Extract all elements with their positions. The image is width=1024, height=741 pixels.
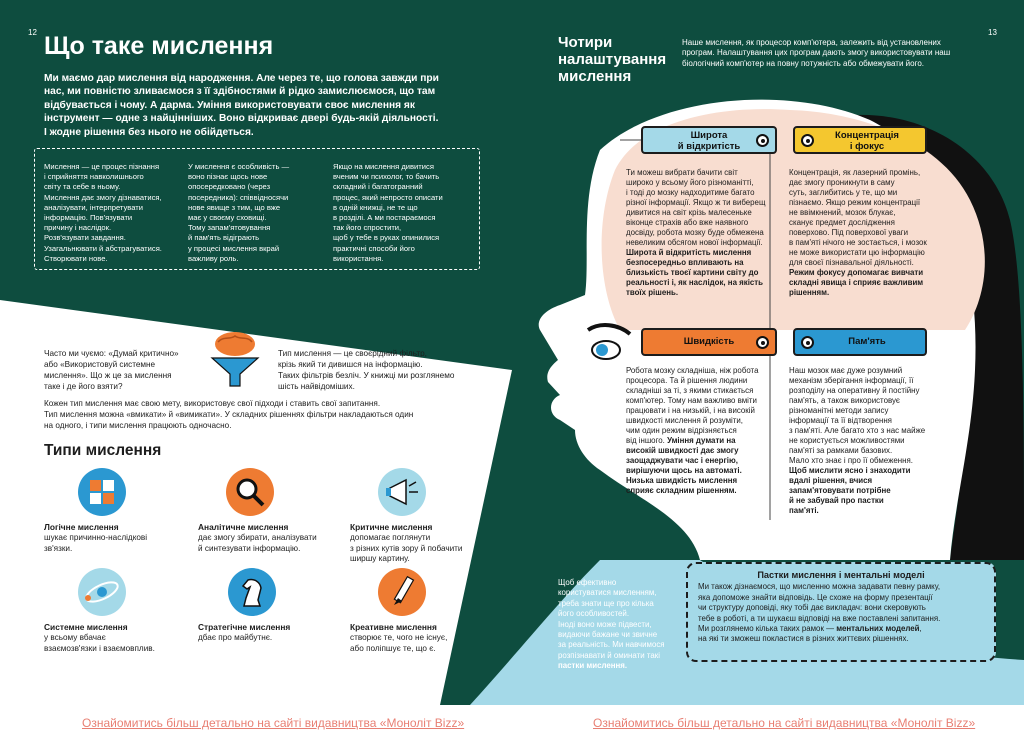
- type-desc: допомагає поглянути: [350, 533, 431, 542]
- para-line: Тип мислення можна «вмикати» й «вимикати». У складних рішеннях фільтри накладаються один: [44, 410, 414, 419]
- magnifier-icon: [226, 468, 274, 516]
- para-line: Кожен тип мислення має свою мету, використовує свої підходи і ставить свої запитання.: [44, 399, 381, 408]
- filter-text: [278, 348, 498, 392]
- page-number-right: 13: [988, 28, 997, 37]
- mode-line: для своєї пізнавальної діяльності.: [789, 258, 914, 267]
- mode-line: дає змогу проникнути в саму: [789, 178, 895, 187]
- col-line: причину і наслідок.: [44, 223, 112, 233]
- page-title-right: [558, 34, 666, 85]
- mode-line: пізнаємо. Якщо режим концентрації: [789, 198, 921, 207]
- traps-box-title: Пастки мислення і ментальні моделі: [757, 570, 925, 580]
- type-desc: створює те, чого не існує,: [350, 633, 448, 642]
- q-line: таке і де його взяти?: [44, 382, 123, 391]
- intro-line: програм. Налаштування цих програм дають змогу використовувати наш: [682, 48, 951, 58]
- intro-line: Наше мислення, як процесор комп'ютера, залежить від установлених: [682, 38, 941, 47]
- mode-focus-label: [793, 126, 927, 154]
- q-line: мислення». Що ж це за мислення: [44, 371, 172, 380]
- col-line: опосередковано (через: [188, 182, 271, 192]
- mode-line-bold: твоїх рішень.: [626, 288, 679, 297]
- traps-box-line: яка допоможе знайти відповідь. Це схоже на форму презентації: [698, 592, 933, 602]
- mode-line-bold: Режим фокусу допомагає вивчати: [789, 268, 924, 277]
- mode-line: широко у всьому його різноманітті,: [626, 178, 754, 187]
- type-desc: шукає причинно-наслідкові: [44, 533, 148, 542]
- traps-line: за реальність. Ми навчимося: [558, 640, 665, 650]
- traps-box-line: чи структуру доповіді, яку тобі дає викладач: вони скеровують: [698, 603, 926, 613]
- col-line: й пам'ять відіграють: [188, 233, 260, 243]
- mode-line-bold: безпосередньо впливають на: [626, 258, 744, 267]
- traps-box-line-mixed: Ми розглянемо кілька таких рамок — ментальних моделей,: [698, 624, 922, 634]
- mode-label-line: Концентрація: [835, 130, 899, 141]
- intro-paragraph: [44, 72, 474, 139]
- info-column-2: [188, 162, 326, 264]
- mode-line-bold: Уміння думати на: [667, 436, 736, 445]
- mode-line: працювати і на низькій, і на високій: [626, 406, 755, 415]
- mode-line-bold: рішенням.: [789, 288, 830, 297]
- mode-label-line: Швидкість: [683, 336, 735, 347]
- filter-line: шість найвідоміших.: [278, 382, 355, 391]
- mode-line: досвіду, робота мозку буде обмежена: [626, 228, 764, 237]
- traps-box-line: Ми розглянемо кілька таких рамок —: [698, 624, 834, 634]
- mode-line: чим один режим відрізняється: [626, 426, 737, 435]
- traps-box-line: Ми також дізнаємося, що мисленню можна задавати певну рамку,: [698, 582, 941, 592]
- mode-line: механізм зберігання інформації, її: [789, 376, 914, 385]
- q-line: Часто ми чуємо: «Думай критично»: [44, 349, 179, 358]
- traps-line: видаючи бажане чи звичне: [558, 630, 658, 640]
- mode-line: в пам'яті нічого не зостається, і мозок: [789, 238, 927, 247]
- mode-line: не може використати цю інформацію: [789, 248, 925, 257]
- col-line: воно пізнає щось нове: [188, 172, 268, 182]
- traps-intro: [558, 578, 686, 672]
- intro-line: І жодне рішення без нього не обійдеться.: [44, 126, 254, 138]
- type-critical: [350, 522, 500, 565]
- mode-line: пам'яті за рамками базових.: [789, 446, 893, 455]
- type-desc: й синтезувати інформацію.: [198, 543, 301, 553]
- type-desc: у всьому вбачає: [44, 633, 106, 642]
- mode-line: складніші за ті, з якими стикається: [626, 386, 754, 395]
- publisher-link-left[interactable]: Ознайомитись більш детально на сайті видавництва «Моноліт Bizz»: [82, 716, 465, 730]
- mode-line: не користується можливостями: [789, 436, 905, 445]
- type-systemic: [44, 622, 194, 654]
- mode-line-bold: близькість твоєї картини світу до: [626, 268, 759, 277]
- mode-line-bold: вирішуючи щось на автоматі.: [626, 466, 742, 475]
- mode-line-bold: й не забувай про пастки: [789, 496, 884, 505]
- info-column-1: [44, 162, 182, 264]
- mode-line: Наш мозок має дуже розумний: [789, 366, 903, 375]
- target-icon: [756, 336, 769, 349]
- mode-line-bold: Широта й відкритість мислення: [626, 248, 752, 257]
- types-paragraph: [44, 398, 484, 431]
- chess-knight-icon: [228, 568, 276, 616]
- col-line: використання.: [333, 253, 384, 263]
- traps-line: Щоб ефективно: [558, 578, 617, 587]
- traps-box-bold: ментальних моделей: [836, 624, 920, 634]
- col-line: Узагальнювати й абстрагуватися.: [44, 243, 162, 253]
- type-title: Аналітичне мислення: [198, 522, 289, 532]
- mode-line: дивитися на світ крізь малесеньке: [626, 208, 752, 217]
- mode-label-line: Пам'ять: [848, 336, 886, 347]
- col-line: у процесі мислення вкрай: [188, 243, 280, 253]
- col-line: аналізувати, інтерпретувати: [44, 202, 144, 212]
- intro-line: відбувається і чому. А дарма. Уміння використовувати своє мислення як: [44, 99, 415, 111]
- target-icon: [756, 134, 769, 147]
- mode-label-line: і фокус: [849, 141, 885, 152]
- type-logical: [44, 522, 194, 554]
- critical-question-text: [44, 348, 204, 392]
- megaphone-icon: [378, 468, 426, 516]
- mode-line: і тоді до мозку надходитиме багато: [626, 188, 755, 197]
- col-line: в розділі. А ми постараємося: [333, 213, 436, 223]
- mode-line-bold: запам'ятовувати потрібне: [789, 486, 891, 495]
- mode-line-bold: вдалі рішення, вчися: [789, 476, 873, 485]
- col-line: посередника): співвідносячи: [188, 192, 289, 202]
- traps-box-line: тебе в роботі, а ти шукаєш відповіді на вже поставлені запитання.: [698, 613, 941, 623]
- col-line: і сприйняття навколишнього: [44, 172, 144, 182]
- traps-line: розпізнавати й оминати такі: [558, 650, 660, 660]
- traps-box-line: на які ти зможеш покластися в різних життєвих рішеннях.: [698, 634, 909, 644]
- col-line: У мислення є особливість —: [188, 162, 290, 171]
- type-creative: [350, 622, 500, 654]
- type-title: Стратегічне мислення: [198, 622, 291, 632]
- mode-line-bold: сприяє складним рішенням.: [626, 486, 737, 495]
- col-line: Тому запам'ятовування: [188, 223, 271, 233]
- mode-line: віконце страхів або вже наявного: [626, 218, 749, 227]
- puzzle-icon: [78, 468, 126, 516]
- para-line: на одного, і типи мислення працюють одночасно.: [44, 421, 232, 430]
- mode-line: розподілу на оперативну й постійну: [789, 386, 920, 395]
- intro-line: інструмент — одне з найцінніших. Воно відкриває двері будь-якій діяльності.: [44, 113, 439, 125]
- mode-line: поверхово. Під поверхової уваги: [789, 228, 909, 237]
- mode-line-bold: Низька швидкість мислення: [626, 476, 738, 485]
- col-line: щоб у тебе в руках опинилися: [333, 233, 440, 243]
- mode-line-bold: Щоб мислити ясно і знаходити: [789, 466, 911, 475]
- intro-line: нас, ми повністю зливаємося з її здібностями й рідко замислюємося, що там: [44, 86, 436, 98]
- traps-box: [686, 562, 996, 662]
- type-desc: дає змогу збирати, аналізувати: [198, 533, 317, 542]
- col-line: Мислення — це процес пізнання: [44, 162, 160, 171]
- traps-line: його особливостей.: [558, 609, 630, 619]
- filter-line: крізь який ти дивишся на інформацію.: [278, 360, 423, 369]
- mode-line: інформації та її відтворення: [789, 416, 892, 425]
- publisher-link-right[interactable]: Ознайомитись більш детально на сайті видавництва «Моноліт Bizz»: [593, 716, 976, 730]
- info-column-3: [333, 162, 475, 264]
- mode-label-line: й відкритість: [677, 141, 741, 152]
- mode-line: Концентрація, як лазерний промінь,: [789, 168, 921, 177]
- mode-label-line: Широта: [690, 130, 728, 141]
- orbit-icon: [78, 568, 126, 616]
- types-heading: Типи мислення: [44, 442, 162, 459]
- col-line: Створювати нове.: [44, 253, 108, 263]
- type-title: Системне мислення: [44, 622, 128, 632]
- q-line: або «Використовуй системне: [44, 360, 156, 369]
- col-line: Мислення дає змогу дізнаватися,: [44, 192, 162, 202]
- mode-speed-label: [641, 328, 777, 356]
- mode-line-bold: складні явища і сприяє важливим: [789, 278, 924, 287]
- type-strategic: [198, 622, 348, 644]
- traps-line: треба знати ще про кілька: [558, 598, 654, 608]
- target-icon: [801, 336, 814, 349]
- mode-line: швидкості мислення й розуміти,: [626, 416, 743, 425]
- mode-line: від іншого.: [626, 436, 665, 445]
- type-analytical: [198, 522, 348, 554]
- mode-line: різної інформації. Якщо ж ти виберещ: [626, 198, 766, 207]
- mode-line-bold: реальності і, як наслідок, на якість: [626, 278, 764, 287]
- type-desc: зв'язки.: [44, 543, 73, 553]
- mode-line-bold: заощаджувати час і енергію,: [626, 456, 738, 465]
- title-line: налаштування: [558, 51, 667, 68]
- col-line: так його спростити,: [333, 223, 402, 233]
- mode-line: сканує предмет дослідження: [789, 218, 895, 227]
- type-title: Логічне мислення: [44, 522, 119, 532]
- type-title: Креативне мислення: [350, 622, 437, 632]
- right-intro: [682, 38, 982, 69]
- col-line: практичні способи його: [333, 243, 415, 253]
- brain-funnel-icon: [208, 330, 262, 388]
- type-title: Критичне мислення: [350, 522, 433, 532]
- col-line: Розв'язувати завдання.: [44, 233, 126, 243]
- mode-breadth-label: [641, 126, 777, 154]
- page-title-left: Що таке мислення: [44, 32, 274, 60]
- title-line: Чотири: [558, 34, 613, 51]
- intro-line: Ми маємо дар мислення від народження. Але через те, що голова завжди при: [44, 73, 439, 84]
- eye-iris: [596, 344, 608, 356]
- col-line: вченим чи психолог, то бачить: [333, 172, 440, 182]
- mode-line-mixed: [626, 436, 771, 446]
- mode-memory-label: [793, 328, 927, 356]
- traps-line: Іноді воно може підвести,: [558, 619, 652, 629]
- mode-line: не ввімкнений, мозок блукає,: [789, 208, 896, 217]
- mode-speed-text: [626, 366, 771, 496]
- col-line: має у своєму сховищі.: [188, 213, 267, 223]
- mode-line: процесора. Та й рішення людини: [626, 376, 748, 385]
- mode-line: суть, заглибитись у те, що ми: [789, 188, 898, 197]
- mode-line: невеликим обсягом нової інформації.: [626, 238, 763, 247]
- filter-line: Тип мислення — це своєрідний фільтр,: [278, 349, 427, 358]
- type-desc: взаємозв'язки і взаємовплив.: [44, 643, 155, 653]
- traps-line-bold: пастки мислення.: [558, 661, 628, 671]
- filter-line: Таких фільтрів безліч. У книжці ми розглянемо: [278, 371, 455, 380]
- title-line: мислення: [558, 68, 632, 85]
- target-icon: [801, 134, 814, 147]
- col-line: Якщо на мислення дивитися: [333, 162, 434, 171]
- mode-memory-text: [789, 366, 949, 516]
- col-line: складний і багатогранний: [333, 182, 423, 192]
- col-line: важливу роль.: [188, 253, 239, 263]
- mode-line-bold: пам'яті.: [789, 506, 819, 515]
- mode-breadth-text: [626, 168, 771, 298]
- col-line: інформацію. Пов'язувати: [44, 213, 133, 223]
- page-number-left: 12: [28, 28, 37, 37]
- mode-line: комп'ютер. Тому нам важливо вміти: [626, 396, 757, 405]
- col-line: в одній книжці, не те що: [333, 202, 418, 212]
- mode-line: Робота мозку складніша, ніж робота: [626, 366, 759, 375]
- col-line: світу та себе в ньому.: [44, 182, 121, 192]
- intro-line: біологічний комп'ютер на повну потужність або обмежувати його.: [682, 58, 924, 68]
- type-desc: ширшу картину.: [350, 554, 410, 563]
- type-desc: дбає про майбутнє.: [198, 633, 273, 642]
- type-desc: з різних кутів зору й побачити: [350, 543, 463, 553]
- traps-line: користуватися мисленням,: [558, 588, 657, 598]
- mode-line-bold: високій швидкості дає змогу: [626, 446, 739, 455]
- mode-focus-text: [789, 168, 949, 298]
- pencil-icon: [378, 568, 426, 616]
- mode-line: Ти можеш вибрати бачити світ: [626, 168, 738, 177]
- mode-line: Мало хто знає і про її обмеження.: [789, 456, 913, 465]
- mode-line: пам'ять, а також використовує: [789, 396, 900, 405]
- type-desc: або поліпшує те, що є.: [350, 643, 436, 653]
- mode-line: різноманітні методи запису: [789, 406, 889, 415]
- mode-line: з пам'яті. Але багато хто з нас майже: [789, 426, 926, 435]
- col-line: нове явище з тим, що вже: [188, 202, 281, 212]
- col-line: процес, який непросто описати: [333, 192, 443, 202]
